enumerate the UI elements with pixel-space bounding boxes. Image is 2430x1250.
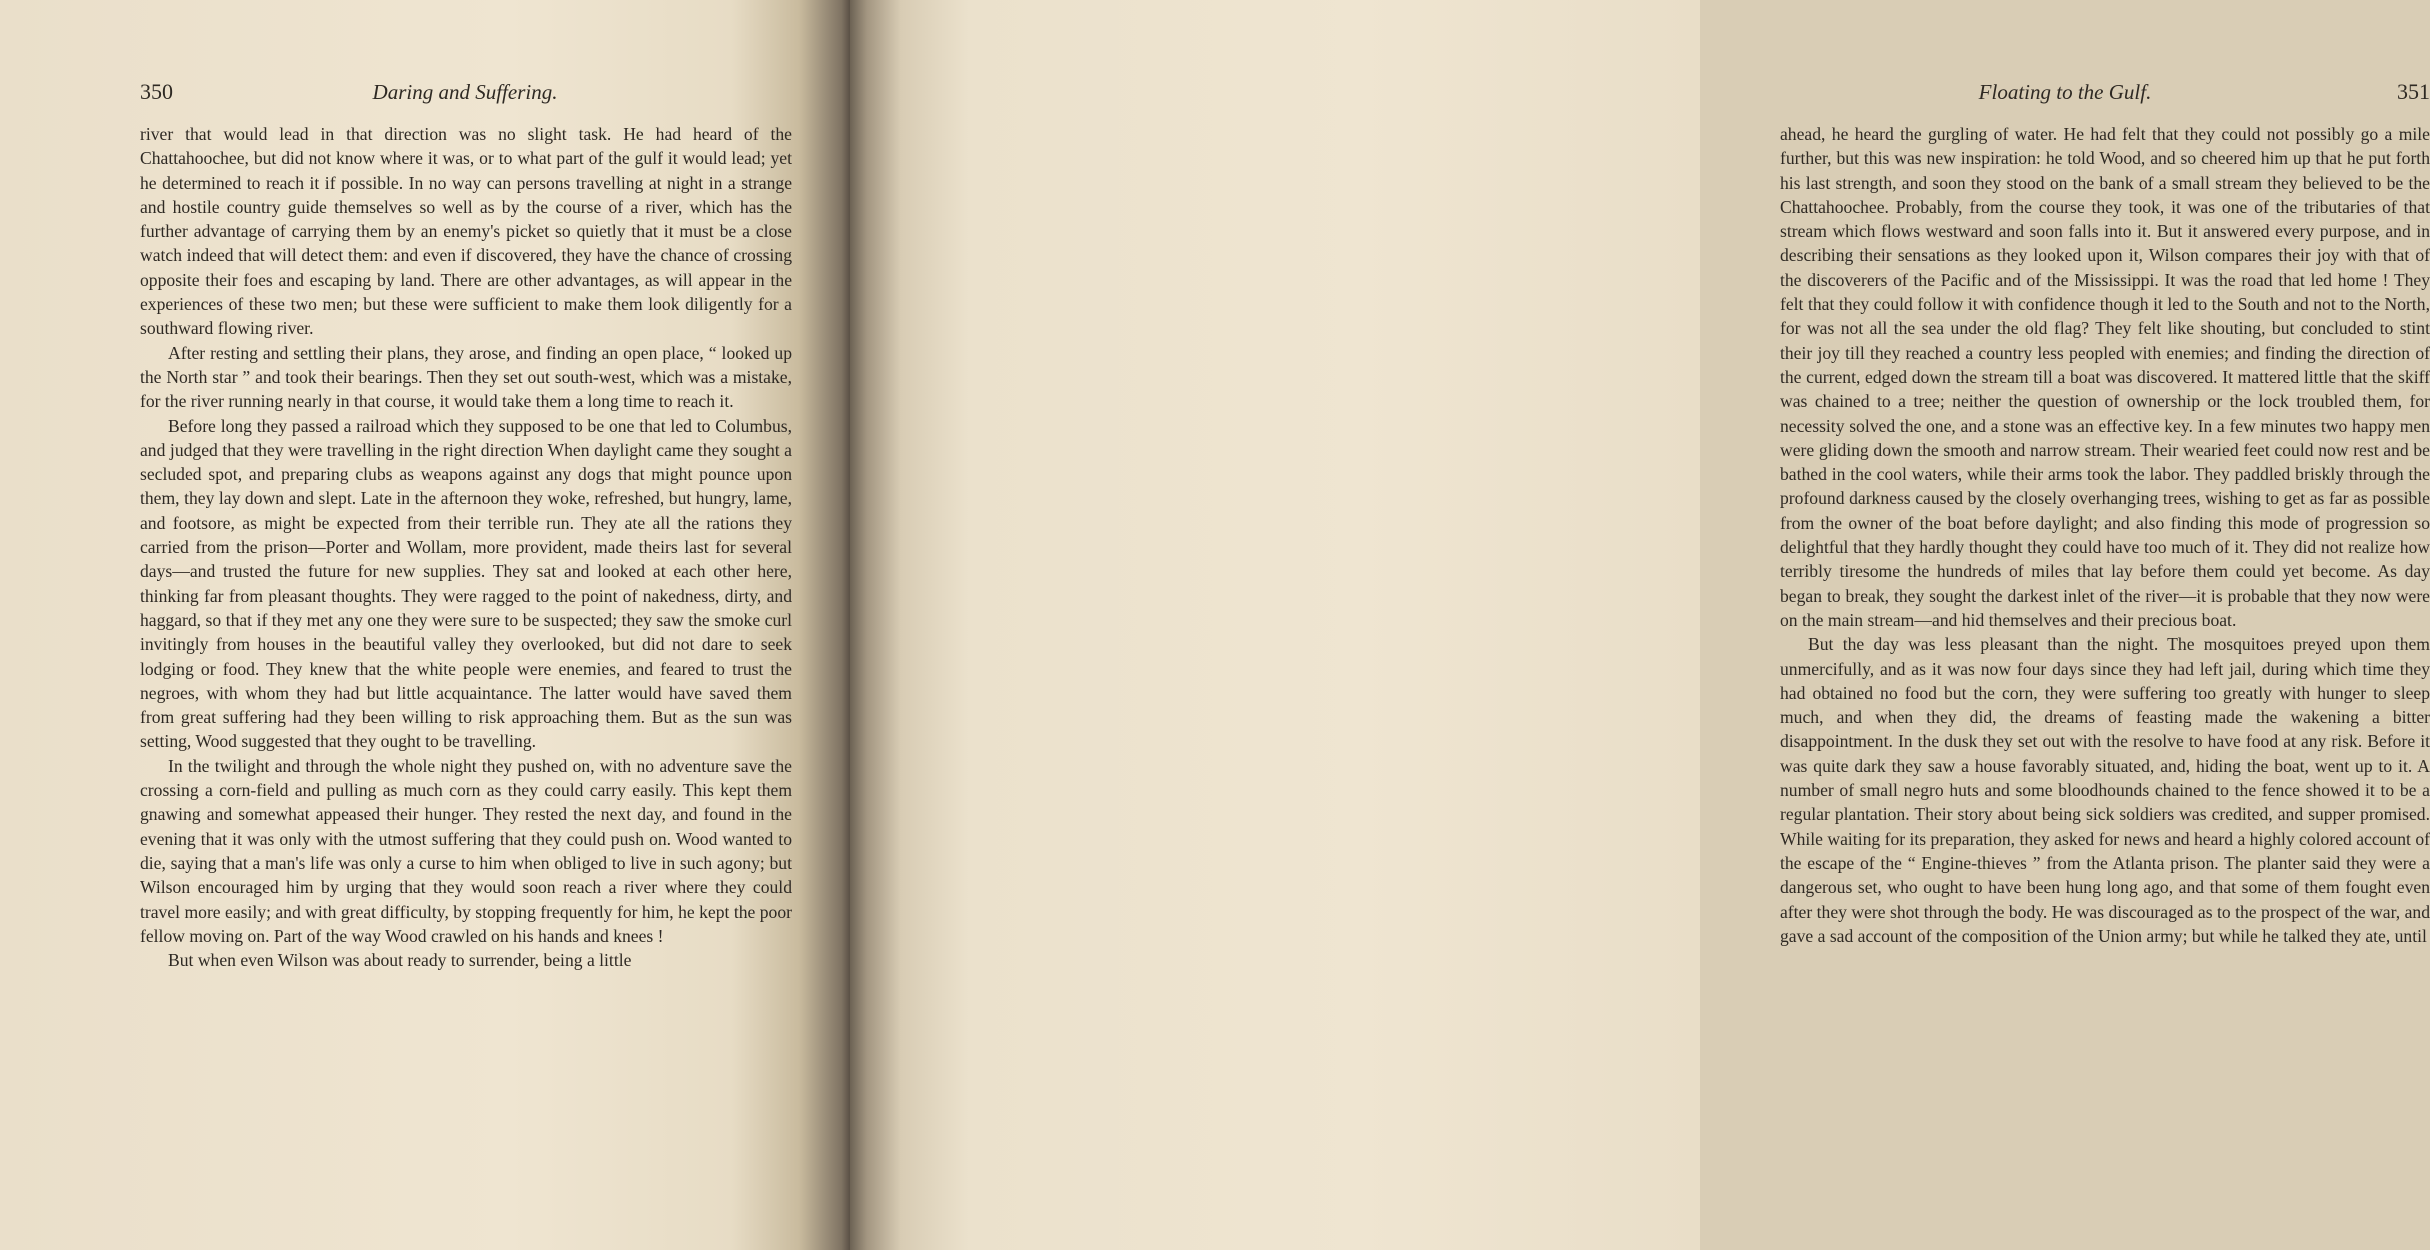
left-running-head xyxy=(140,76,790,108)
paragraph: After resting and settling their plans, they arose, and finding an open place, “ looked up the North star ” and took their bearings. Then they set out south-west, which was a mistake, for the river running nearly in that course, it would take them a long time to reach it. xyxy=(140,342,792,412)
paragraph: river that would lead in that direction was no slight task. He had heard of the Chattahoochee, but did not know where it was, or to what part of the gulf it would lead; yet he determined to reach it if possible. In no way can persons travelling at night in a strange and hostile country guide themselves so well as by the course of a river, which has the further advantage of carrying them by an enemy's picket so quietly that it must be a close watch indeed that will detect them: and even if discovered, they have the chance of crossing opposite their foes and escaping by land. There are other advantages, as will appear in the experiences of these two men; but these were sufficient to make them look diligently for a southward flowing river. xyxy=(140,124,792,339)
right-page-number: 351 xyxy=(2397,79,2430,104)
right-running-title: Floating to the Gulf. xyxy=(1978,80,2152,104)
paragraph: But the day was less pleasant than the night. The mosquitoes preyed upon them unmercifully, and as it was now four days since they had left jail, during which time they had obtained no food but the corn, they were suffering too greatly with hunger to sleep much, and when they did, the dreams of feasting made the wakening a bitter disappointment. In the dusk they set out with the resolve to have food at any risk. Before it was quite dark they saw a house favorably situated, and, hiding the boat, went up to it. A number of small negro huts and some bloodhounds chained to the fence showed it to be a regular plantation. Their story about being sick soldiers was credited, and supper promised. While waiting for its preparation, they asked for news and heard a highly colored account of the escape of the “ Engine-thieves ” from the Atlanta prison. The planter said they were a dangerous set, who ought to have been hung long ago, and that some of them fought even after they were shot through the body. He was discouraged as to the prospect of the war, and gave a sad account of the composition of the Union army; but while he talked they ate, until xyxy=(1780,634,2430,946)
paragraph: Before long they passed a railroad which they supposed to be one that led to Columbus, and judged that they were travelling in the right direction When daylight came they sought a secluded spot, and preparing clubs as weapons against any dogs that might pounce upon them, they lay down and slept. Late in the afternoon they woke, refreshed, but hungry, lame, and footsore, as might be expected from their terrible run. They ate all the rations they carried from the prison—Porter and Wollam, more provident, made theirs last for several days—and trusted the future for new supplies. They sat and looked at each other here, thinking far from pleasant thoughts. They were ragged to the point of nakedness, dirty, and haggard, so that if they met any one they were sure to be suspected; they saw the smoke curl invitingly from houses in the beautiful valley they overlooked, but did not dare to seek lodging or food. They knew that the white people were enemies, and feared to trust the negroes, with whom they had but little acquaintance. The latter would have saved them from great suffering had they been willing to risk approaching them. But as the sun was setting, Wood suggested that they ought to be travelling. xyxy=(140,415,792,752)
paragraph: ahead, he heard the gurgling of water. He had felt that they could not possibly go a mile further, but this was new inspiration: he told Wood, and so cheered him up that he put forth his last strength, and soon they stood on the bank of a small stream they believed to be the Chattahoochee. Probably, from the course they took, it was one of the tributaries of that stream which flows westward and soon falls into it. But it answered every purpose, and in describing their sensations as they looked upon it, Wilson compares their joy with that of the discoverers of the Pacific and of the Mississippi. It was the road that led home ! They felt that they could follow it with confidence though it led to the South and not to the North, for was not all the sea under the old flag? They felt like shouting, but concluded to stint their joy till they reached a country less peopled with enemies; and finding the direction of the current, edged down the stream till a boat was discovered. It mattered little that the skiff was chained to a tree; neither the question of ownership or the lock troubled them, for necessity solved the one, and a stone was an effective key. In a few minutes two happy men were gliding down the smooth and narrow stream. Their wearied feet could now rest and be bathed in the cool waters, while their arms took the labor. They paddled briskly through the profound darkness caused by the closely overhanging trees, wishing to get as far as possible from the owner of the boat before daylight; and also finding this mode of progression so delightful that they hardly thought they could have too much of it. They did not realize how terribly tiresome the hundreds of miles that lay before them could yet become. As day began to break, they sought the darkest inlet of the river—it is probable that they now were on the main stream—and hid themselves and their precious boat. xyxy=(1780,124,2430,630)
right-running-head xyxy=(1780,76,2430,108)
paragraph: In the twilight and through the whole night they pushed on, with no adventure save the crossing a corn-field and pulling as much corn as they could carry easily. This kept them gnawing and somewhat appeased their hunger. They rested the next day, and found in the evening that it was only with the utmost suffering that they could push on. Wood wanted to die, saying that a man's life was only a curse to him when obliged to live in such agony; but Wilson encouraged him by urging that they would soon reach a river where they could travel more easily; and with great difficulty, by stopping frequently for him, he kept the poor fellow moving on. Part of the way Wood crawled on his hands and knees ! xyxy=(140,755,792,946)
right-page-text xyxy=(1780,122,2430,948)
right-page xyxy=(850,0,2430,1250)
paragraph: But when even Wilson was about ready to surrender, being a little xyxy=(168,950,632,971)
left-page xyxy=(0,0,850,1250)
left-page-text xyxy=(140,122,792,972)
left-running-title: Daring and Suffering. xyxy=(372,80,558,104)
left-page-number: 350 xyxy=(140,79,173,104)
